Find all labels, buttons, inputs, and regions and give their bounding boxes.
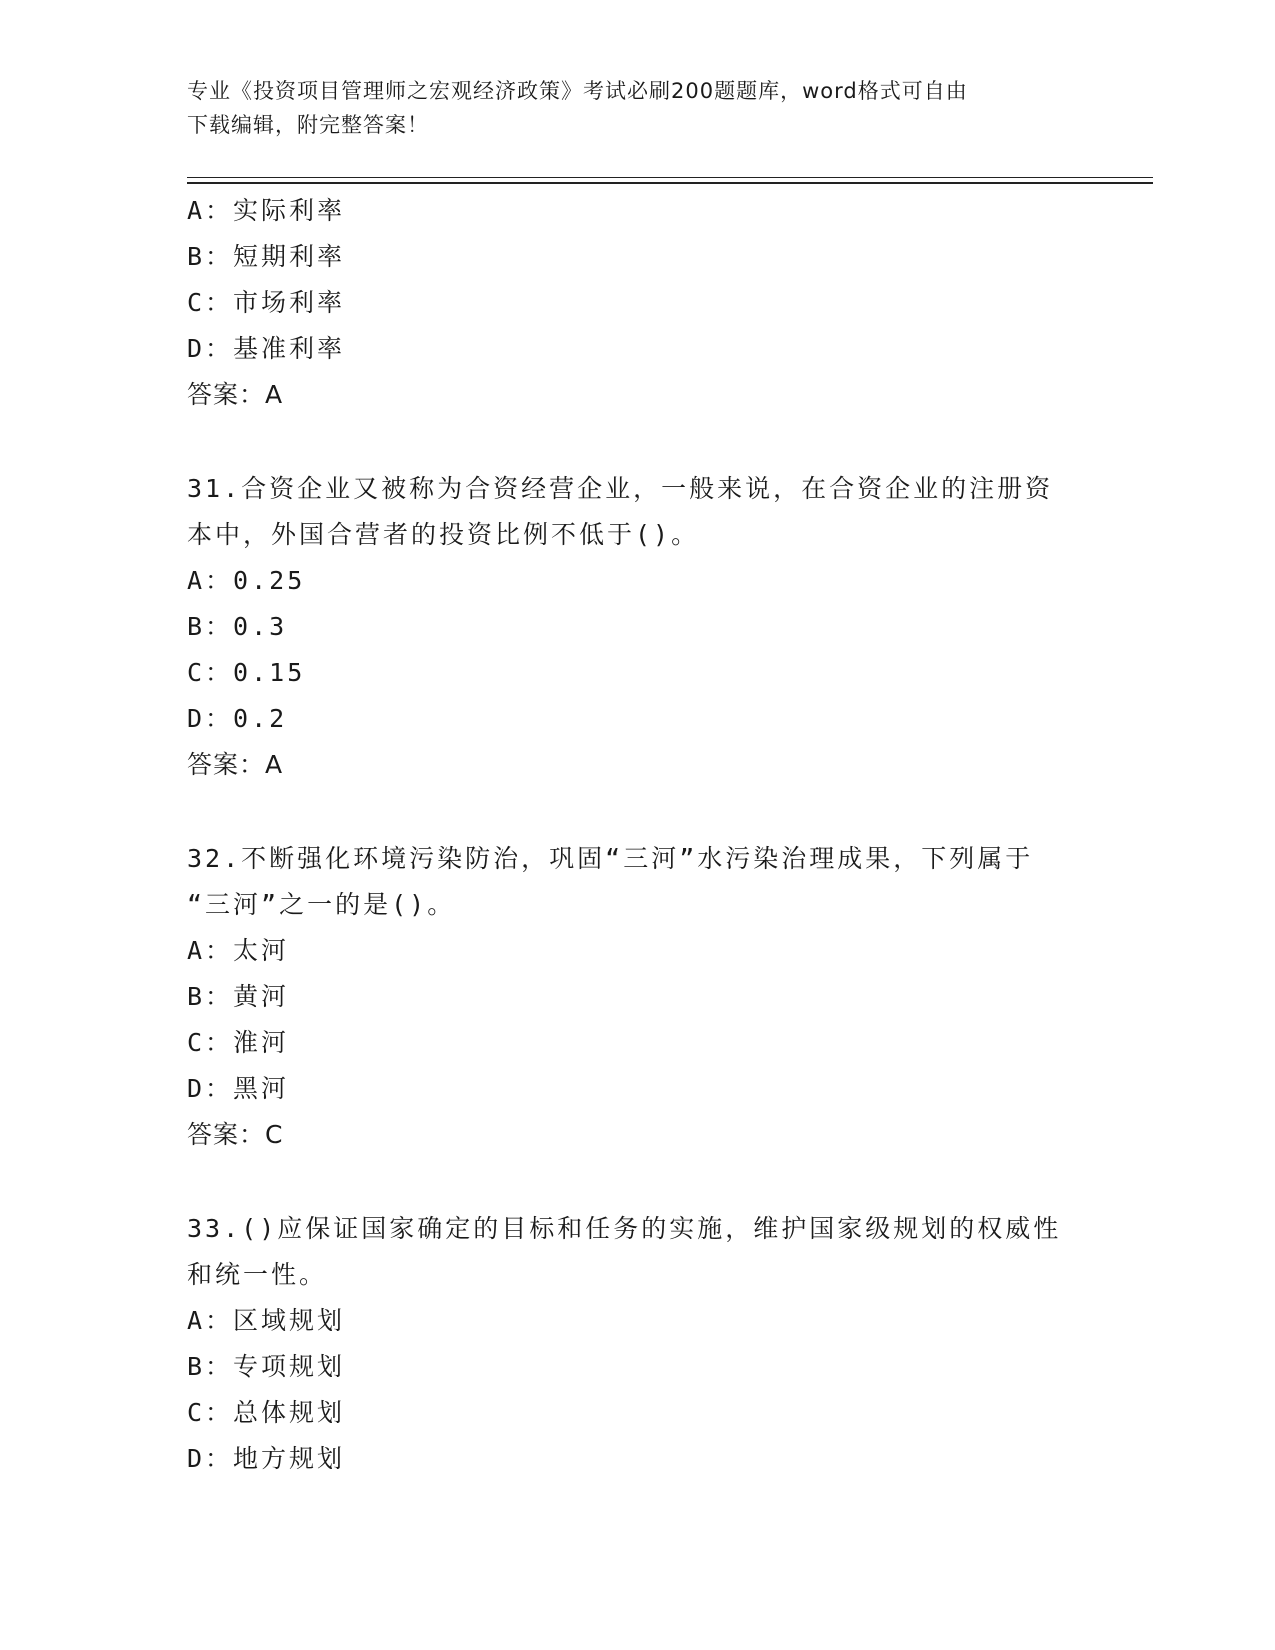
answer: 答案：A [187, 380, 284, 409]
question-31 [187, 466, 1087, 788]
option-a: A：区域规划 [187, 1306, 346, 1335]
question-text-line-2: “三河”之一的是()。 [187, 890, 456, 919]
option-b: B：黄河 [187, 982, 290, 1011]
question-list [187, 188, 1087, 1482]
option-b: B：0.3 [187, 612, 288, 641]
question-33 [187, 1206, 1087, 1482]
question-text-line-2: 本中，外国合营者的投资比例不低于()。 [187, 520, 700, 549]
question-32 [187, 836, 1087, 1158]
option-c: C：总体规划 [187, 1398, 346, 1427]
option-d: D：基准利率 [187, 334, 346, 363]
question-text-line-1: 32.不断强化环境污染防治，巩固“三河”水污染治理成果，下列属于 [187, 844, 1034, 873]
option-b: B：专项规划 [187, 1352, 346, 1381]
answer: 答案：A [187, 750, 284, 779]
question-text-line-2: 和统一性。 [187, 1260, 328, 1289]
option-d: D：黑河 [187, 1074, 290, 1103]
option-d: D：地方规划 [187, 1444, 346, 1473]
document-header [187, 74, 1067, 142]
question-text-line-1: 31.合资企业又被称为合资经营企业，一般来说，在合资企业的注册资 [187, 474, 1054, 503]
header-divider-thin [187, 177, 1153, 178]
option-a: A：实际利率 [187, 196, 346, 225]
answer: 答案：C [187, 1120, 284, 1149]
header-line-1: 专业《投资项目管理师之宏观经济政策》考试必刷200题题库，word格式可自由 [187, 79, 968, 103]
option-a: A：太河 [187, 936, 290, 965]
option-c: C：淮河 [187, 1028, 290, 1057]
header-divider-thick [187, 182, 1153, 184]
option-b: B：短期利率 [187, 242, 346, 271]
question-30 [187, 188, 1087, 418]
header-line-2: 下载编辑，附完整答案！ [187, 113, 429, 137]
option-c: C：市场利率 [187, 288, 346, 317]
option-a: A：0.25 [187, 566, 306, 595]
question-text-line-1: 33.()应保证国家确定的目标和任务的实施，维护国家级规划的权威性 [187, 1214, 1062, 1243]
option-c: C：0.15 [187, 658, 306, 687]
option-d: D：0.2 [187, 704, 288, 733]
